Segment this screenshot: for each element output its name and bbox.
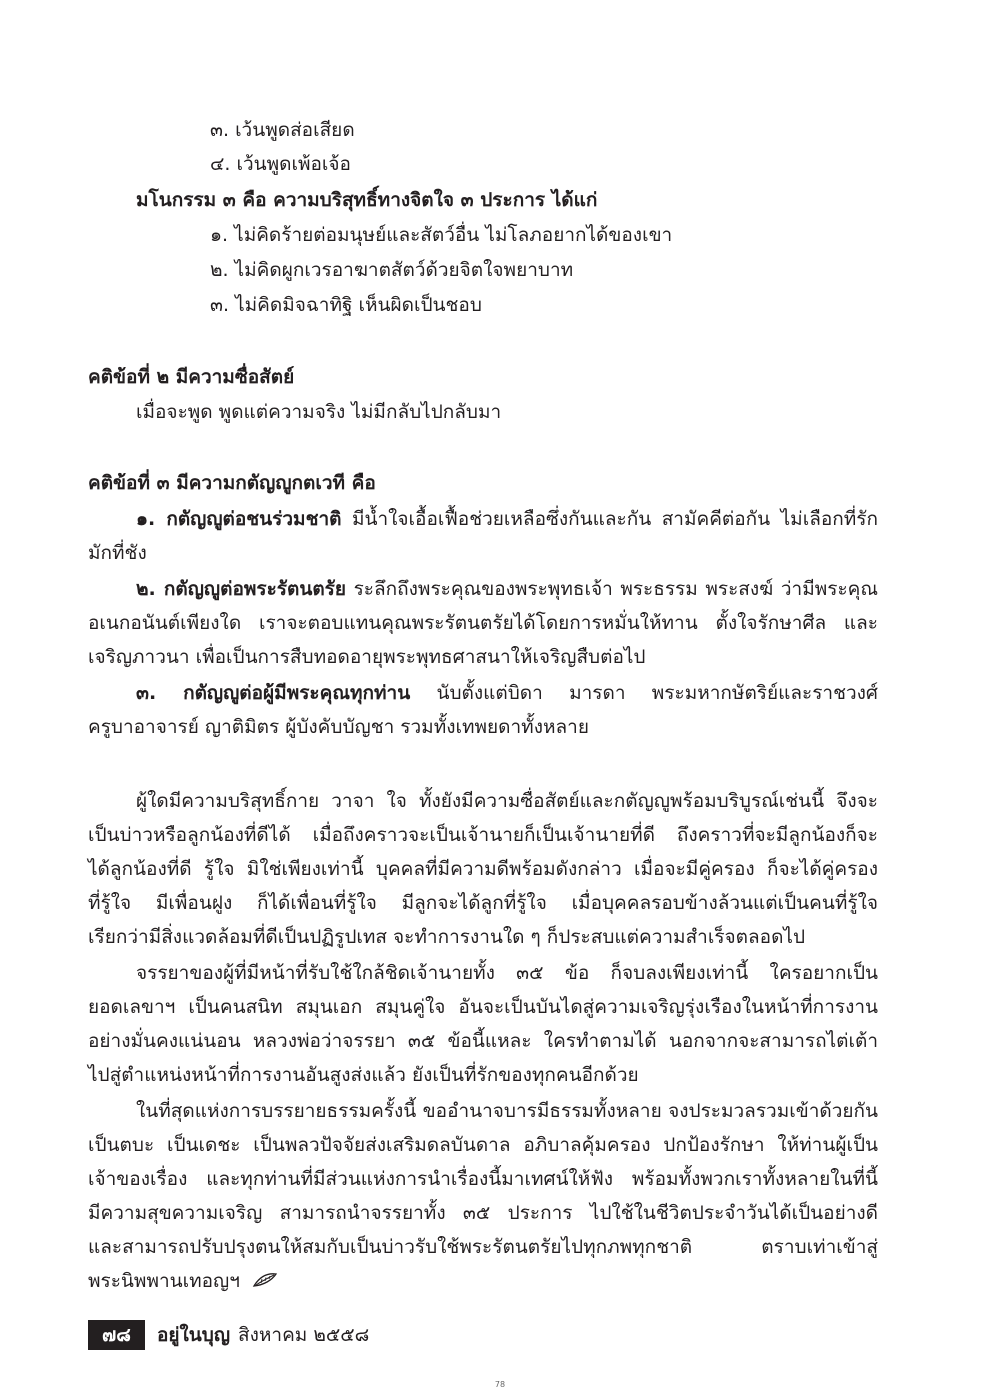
list-item: ๓. เว้นพูดส่อเสียด bbox=[210, 119, 355, 141]
paragraph-line: อเนกอนันต์เพียงใด เราจะตอบแทนคุณพระรัตนตรัยได้โดยการหมั่นให้ทาน ตั้งใจรักษาศีล และ bbox=[88, 612, 878, 634]
paragraph-line: ไปสู่ตำแหน่งหน้าที่การงานอันสูงส่งแล้ว ยังเป็นที่รักของทุกคนอีกด้วย bbox=[88, 1064, 639, 1086]
section-heading: คติข้อที่ ๓ มีความกตัญญูกตเวที คือ bbox=[88, 472, 376, 494]
paragraph-line: จรรยาของผู้ที่มีหน้าที่รับใช้ใกล้ชิดเจ้านายทั้ง ๓๕ ข้อ ก็จบลงเพียงเท่านี้ ใครอยากเป็น bbox=[136, 962, 878, 984]
paragraph-line: ๓. กตัญญูต่อผู้มีพระคุณทุกท่าน นับตั้งแต่บิดา มารดา พระมหากษัตริย์และราชวงศ์ bbox=[136, 682, 878, 704]
paragraph-line: ยอดเลขาฯ เป็นคนสนิท สมุนเอก สมุนคู่ใจ อันจะเป็นบันไดสู่ความเจริญรุ่งเรืองในหน้าที่การงาน bbox=[88, 996, 878, 1018]
paragraph-line: ๒. กตัญญูต่อพระรัตนตรัย ระลึกถึงพระคุณของพระพุทธเจ้า พระธรรม พระสงฆ์ ว่ามีพระคุณ bbox=[136, 578, 878, 600]
issue-date: สิงหาคม ๒๕๕๘ bbox=[238, 1324, 370, 1346]
page-number-badge: ๗๘ bbox=[88, 1320, 145, 1350]
paragraph-line: มีความสุขความเจริญ สามารถนำจรรยาทั้ง ๓๕ ประการ ไปใช้ในชีวิตประจำวันได้เป็นอย่างดี bbox=[88, 1202, 878, 1224]
list-item: ๓. ไม่คิดมิจฉาทิฐิ เห็นผิดเป็นชอบ bbox=[210, 294, 482, 316]
list-item: ๔. เว้นพูดเพ้อเจ้อ bbox=[210, 153, 351, 175]
term-bold: ๒. กตัญญูต่อพระรัตนตรัย bbox=[136, 578, 347, 600]
paragraph-line: ได้ลูกน้องที่ดี รู้ใจ มิใช่เพียงเท่านี้ บุคคลที่มีความดีพร้อมดังกล่าว เมื่อจะมีคู่ครอง ก็จะได้คู่ครอง bbox=[88, 858, 878, 880]
term-bold: ๑. กตัญญูต่อชนร่วมชาติ bbox=[136, 508, 342, 530]
paragraph-line: เป็นตบะ เป็นเดชะ เป็นพลวปัจจัยส่งเสริมดลบันดาล อภิบาลคุ้มครอง ปกป้องรักษา ให้ท่านผู้เป็น bbox=[88, 1134, 878, 1156]
list-item: ๑. ไม่คิดร้ายต่อมนุษย์และสัตว์อื่น ไม่โลภอยากได้ของเขา bbox=[210, 224, 673, 246]
paragraph-line: เมื่อจะพูด พูดแต่ความจริง ไม่มีกลับไปกลับมา bbox=[136, 401, 502, 423]
paragraph-line: ๑. กตัญญูต่อชนร่วมชาติ มีน้ำใจเอื้อเฟื้อช่วยเหลือซึ่งกันและกัน สามัคคีต่อกัน ไม่เลือกที่รัก bbox=[136, 508, 878, 530]
leaf-ornament-icon bbox=[252, 1265, 278, 1299]
paragraph-line: อย่างมั่นคงแน่นอน หลวงพ่อว่าจรรยา ๓๕ ข้อนี้แหละ ใครทำตามได้ นอกจากจะสามารถไต่เต้า bbox=[88, 1030, 878, 1052]
paragraph-line: เจริญภาวนา เพื่อเป็นการสืบทอดอายุพระพุทธศาสนาให้เจริญสืบต่อไป bbox=[88, 646, 646, 668]
paragraph-line: ครูบาอาจารย์ ญาติมิตร ผู้บังคับบัญชา รวมทั้งเทพยดาทั้งหลาย bbox=[88, 716, 589, 738]
scan-page-number: 78 bbox=[494, 1380, 506, 1389]
section-heading: มโนกรรม ๓ คือ ความบริสุทธิ์ทางจิตใจ ๓ ประการ ได้แก่ bbox=[136, 189, 598, 211]
magazine-title: อยู่ในบุญ bbox=[156, 1324, 231, 1346]
paragraph-line: ในที่สุดแห่งการบรรยายธรรมครั้งนี้ ขออำนาจบารมีธรรมทั้งหลาย จงประมวลรวมเข้าด้วยกัน bbox=[136, 1100, 878, 1122]
paragraph-line: ที่รู้ใจ มีเพื่อนฝูง ก็ได้เพื่อนที่รู้ใจ มีลูกจะได้ลูกที่รู้ใจ เมื่อบุคคลรอบข้างล้วนแต่เป็นคนที่รู้ใจ bbox=[88, 892, 878, 914]
paragraph-line: พระนิพพานเทอญฯ bbox=[88, 1264, 878, 1299]
paragraph-line: และสามารถปรับปรุงตนให้สมกับเป็นบ่าวรับใช้พระรัตนตรัยไปทุกภพทุกชาติ ตราบเท่าเข้าสู่ bbox=[88, 1236, 878, 1258]
list-item: ๒. ไม่คิดผูกเวรอาฆาตสัตว์ด้วยจิตใจพยาบาท bbox=[210, 259, 574, 281]
paragraph-line: เป็นบ่าวหรือลูกน้องที่ดีได้ เมื่อถึงคราวจะเป็นเจ้านายก็เป็นเจ้านายที่ดี ถึงคราวที่จะมีลูกน้องก็จะ bbox=[88, 824, 878, 846]
paragraph-line: เจ้าของเรื่อง และทุกท่านที่มีส่วนแห่งการนำเรื่องนี้มาเทศน์ให้ฟัง พร้อมทั้งพวกเราทั้งหลายในที่นี้ bbox=[88, 1168, 878, 1190]
term-bold: ๓. กตัญญูต่อผู้มีพระคุณทุกท่าน bbox=[136, 682, 411, 704]
section-heading: คติข้อที่ ๒ มีความซื่อสัตย์ bbox=[88, 366, 295, 388]
paragraph-line: มักที่ชัง bbox=[88, 542, 147, 564]
paragraph-line: ผู้ใดมีความบริสุทธิ์กาย วาจา ใจ ทั้งยังมีความซื่อสัตย์และกตัญญูพร้อมบริบูรณ์เช่นนี้ จึงจะ bbox=[136, 790, 878, 812]
paragraph-line: เรียกว่ามีสิ่งแวดล้อมที่ดีเป็นปฏิรูปเทส จะทำการงานใด ๆ ก็ประสบแต่ความสำเร็จตลอดไป bbox=[88, 926, 806, 948]
page-footer bbox=[88, 1320, 369, 1350]
